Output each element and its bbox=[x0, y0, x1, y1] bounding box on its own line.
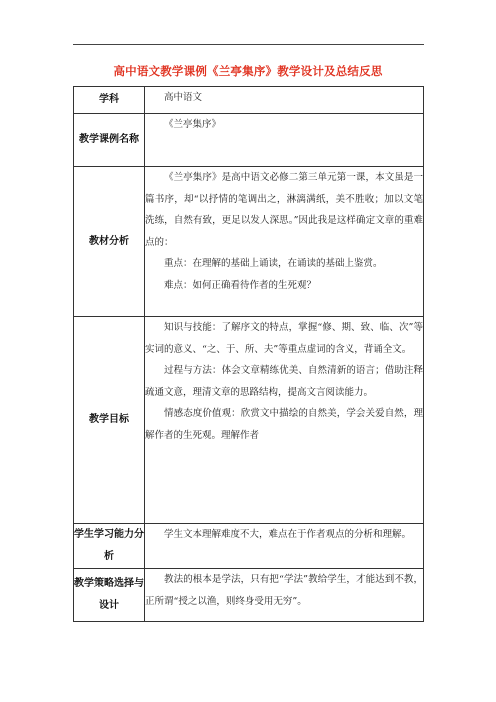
table-row-goals bbox=[74, 317, 424, 524]
table-row-analysis bbox=[74, 167, 424, 317]
table-row-strategy bbox=[74, 569, 424, 622]
strategy-text: 教法的根本是学法，只有把“学法”教给学生，才能达到不教，正所谓“授之以渔，则终身受用无穷”。 bbox=[145, 574, 423, 607]
analysis-label: 教材分析 bbox=[74, 167, 145, 317]
table-row-ability bbox=[74, 524, 424, 569]
table-row-subject bbox=[74, 87, 424, 114]
subject-cell bbox=[145, 87, 424, 114]
lesson-plan-table bbox=[73, 86, 424, 622]
goals-knowledge: 知识与技能：了解序文的特点，掌握“修、期、致、临、次”等实词的意义、“之、于、所、夫”等重点虚词的含义，背诵全文。 bbox=[145, 322, 423, 355]
ability-text: 学生文本理解难度不大，难点在于作者观点的分析和理解。 bbox=[164, 529, 412, 540]
strategy-label: 教学策略选择与设计 bbox=[74, 569, 145, 622]
goals-process: 过程与方法：体会文章精练优美、自然清新的语言；借助注释疏通文意，理清文章的思路结构，提高文言阅读能力。 bbox=[145, 365, 423, 398]
goals-cell bbox=[145, 317, 424, 524]
lesson-name-cell bbox=[145, 114, 424, 167]
strategy-cell bbox=[145, 569, 424, 622]
analysis-difficult-point: 难点：如何正确看待作者的生死观？ bbox=[164, 279, 317, 291]
ability-label: 学生学习能力分析 bbox=[74, 524, 145, 569]
document-title: 高中语文教学课例《兰亭集序》教学设计及总结反思 bbox=[113, 64, 383, 78]
lesson-name-value: 《兰亭集序》 bbox=[164, 119, 222, 130]
table-row-lesson bbox=[74, 114, 424, 167]
header-rule bbox=[73, 44, 424, 45]
goals-attitude: 情感态度价值观：欣赏文中描绘的自然美，学会关爱自然，理解作者的生死观。理解作者 bbox=[145, 408, 423, 441]
goals-label: 教学目标 bbox=[74, 317, 145, 524]
analysis-cell bbox=[145, 167, 424, 317]
subject-value: 高中语文 bbox=[164, 92, 203, 103]
lesson-name-label: 教学课例名称 bbox=[74, 114, 145, 167]
analysis-key-point: 重点：在理解的基础上诵读，在诵读的基础上鉴赏。 bbox=[164, 258, 383, 269]
ability-cell bbox=[145, 524, 424, 569]
subject-label: 学科 bbox=[74, 87, 145, 114]
analysis-paragraph-1: 《兰亭集序》是高中语文必修二第三单元第一课，本文虽是一篇书序，却“以抒情的笔调出之，淋漓满纸，美不胜收；加以文笔洗练，自然有致，更足以发人深思。”因此我是这样确定文章的重难点的： bbox=[145, 172, 423, 248]
